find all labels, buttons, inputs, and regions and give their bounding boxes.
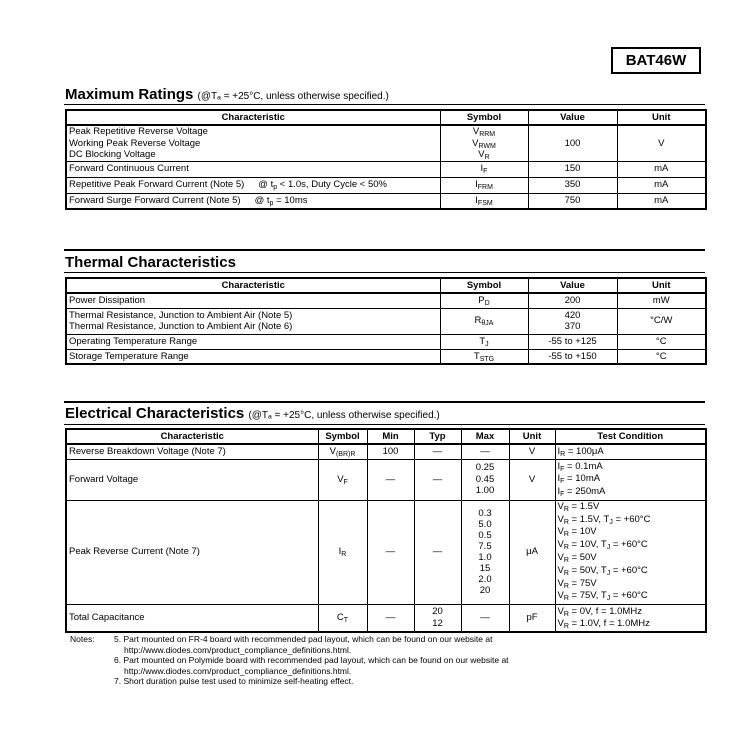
symbol-cell: $T_J$ [440,334,528,349]
subscript: J [606,544,611,552]
table-row [66,308,706,334]
subscript: J [609,518,613,526]
value-cell: 750 [528,193,617,209]
characteristic-cell: Forward Surge Forward Current (Note 5) @ $t_p = 10ms$ [66,193,440,209]
note-link: http://www.diodes.com/product_compliance_definitions.html. [124,644,352,655]
subscript: R [563,505,569,513]
test-condition-cell: $V_R = 0V$, f = 1.0MHz $V_R = 1.0V$, f = 1.0MHz [555,604,706,632]
typ-cell: — [414,459,461,500]
subscript: R [563,611,569,619]
note-item: 6. Part mounted on Polymide board with recommended pad layout, which can be found on our website at [114,655,509,665]
note-item: 7. Short duration pulse test used to minimize self-heating effect. [114,676,354,686]
symbol-cell: $I_F$ [440,161,528,177]
thermal-title [65,254,236,271]
subscript: FSM [477,200,493,207]
table-header-row [66,110,706,125]
note-link: http://www.diodes.com/product_compliance_definitions.html. [124,665,352,676]
column-header: Characteristic [66,429,318,444]
symbol-cell: $P_D$ [440,293,528,308]
column-header: Value [528,278,617,293]
column-header: Max [461,429,509,444]
subscript: p [273,184,278,192]
min-cell: — [367,604,414,632]
table-header-row [66,278,706,293]
unit-cell: V [509,444,555,459]
section-condition: (@Tₐ = +25°C, unless otherwise specified.) [248,410,440,421]
column-header: Symbol [440,278,528,293]
column-header: Unit [617,278,706,293]
unit-cell: mA [617,161,706,177]
subscript: D [484,300,490,307]
column-header: Symbol [318,429,367,444]
subscript: R [341,551,347,559]
table-row [66,604,706,632]
subscript: R [563,595,569,603]
unit-cell: °C [617,334,706,349]
characteristic-cell: Forward Voltage [66,459,318,500]
unit-cell: pF [509,604,555,632]
unit-cell: °C/W [617,308,706,334]
subscript: RWM [478,142,496,150]
subscript: R [563,569,569,577]
subscript: (BR)R [335,451,356,458]
subscript: T [343,617,349,624]
characteristic-cell: Forward Continuous Current [66,161,440,177]
symbol-cell: $I_{FSM}$ [440,193,528,209]
unit-cell: μA [509,500,555,604]
characteristic-cell: Total Capacitance [66,604,318,632]
characteristic-cell: Repetitive Peak Forward Current (Note 5) @ $t_p < 1.0s$, Duty Cycle < 50% [66,177,440,193]
note-item: 5. Part mounted on FR-4 board with recommended pad layout, which can be found on our website at [114,634,493,644]
unit-cell: mA [617,193,706,209]
symbol-cell: $V_{(BR)R}$ [318,444,367,459]
column-header: Symbol [440,110,528,125]
unit-cell: mA [617,177,706,193]
section-rule [64,424,705,425]
column-header: Typ [414,429,461,444]
test-condition-cell: $I_F = 0.1mA$ $I_F = 10mA$ $I_F = 250mA$ [555,459,706,500]
characteristic-cell: Peak Reverse Current (Note 7) [66,500,318,604]
subscript: J [606,569,611,577]
subscript: J [606,595,611,603]
section-rule [64,104,705,105]
column-header: Test Condition [555,429,706,444]
subscript: R [563,557,569,564]
subscript: STG [479,355,495,363]
value-cell: 350 [528,177,617,193]
subscript: p [269,200,274,207]
value-cell: 100 [528,125,617,161]
subscript: F [560,465,565,473]
subscript: F [343,478,348,486]
thermal-table [65,277,707,365]
symbol-cell: $R_{\theta JA}$ [440,308,528,334]
subscript: R [563,544,569,552]
column-header: Characteristic [66,110,440,125]
condition-note: @ $t_p = 10ms$ [254,195,308,207]
characteristic-cell: Storage Temperature Range [66,349,440,364]
subscript: R [484,154,490,161]
condition-note: @ $t_p < 1.0s$, Duty Cycle < 50% [258,179,387,192]
table-row [66,349,706,364]
electrical-table [65,428,707,633]
section-title-text: Maximum Ratings [65,86,194,103]
column-header: Unit [509,429,555,444]
table-row [66,293,706,308]
characteristic-cell: Thermal Resistance, Junction to Ambient Air (Note 5) Thermal Resistance, Junction to Ambient Air (Note 6) [66,308,440,334]
subscript: R [563,582,569,590]
subscript: R [563,531,569,539]
value-cell: 420 370 [528,308,617,334]
part-number-box: BAT46W [611,47,701,74]
subscript: θJA [481,320,494,328]
electrical-title [65,405,440,422]
section-title-text: Thermal Characteristics [65,254,236,271]
characteristic-cell: Power Dissipation [66,293,440,308]
table-row [66,161,706,177]
column-header: Value [528,110,617,125]
subscript: R [560,451,566,458]
symbol-cell: $V_F$ [318,459,367,500]
subscript: F [483,168,488,176]
unit-cell: V [617,125,706,161]
section-condition: (@Tₐ = +25°C, unless otherwise specified.) [197,91,389,102]
value-cell: 150 [528,161,617,177]
max-cell: — [461,444,509,459]
unit-cell: mW [617,293,706,308]
symbol-cell: $I_{FRM}$ [440,177,528,193]
unit-cell: V [509,459,555,500]
max-cell: 0.25 0.45 1.00 [461,459,509,500]
test-condition-cell: $V_R = 1.5V$ $V_R = 1.5V$, $T_J = +60^\circ C$ $V_R = 10V$ $V_R = 10V$, $T_J = +60^\circ C$ $V_R = 50V$ $V_R = 50V$, $T_J = +60^\circ C$ $V_R = 75V$ $V_R = 75V$, $T_J = +60^\circ C$ [555,500,706,604]
subscript: F [560,490,565,498]
subscript: F [560,478,565,486]
min-cell: — [367,459,414,500]
section-rule [64,249,705,251]
value-cell: 200 [528,293,617,308]
min-cell: — [367,500,414,604]
min-cell: 100 [367,444,414,459]
table-row [66,500,706,604]
table-row [66,459,706,500]
column-header: Min [367,429,414,444]
table-row [66,193,706,209]
characteristic-cell: Reverse Breakdown Voltage (Note 7) [66,444,318,459]
typ-cell: 20 12 [414,604,461,632]
notes-label: Notes: [70,634,95,644]
table-header-row [66,429,706,444]
table-row [66,334,706,349]
table-row [66,444,706,459]
value-cell: -55 to +150 [528,349,617,364]
symbol-cell: $C_T$ [318,604,367,632]
test-condition-cell: $I_R = 100\mu A$ [555,444,706,459]
subscript: R [563,622,569,630]
symbol-cell: $I_R$ [318,500,367,604]
column-header: Unit [617,110,706,125]
max-ratings-title [65,86,389,103]
symbol-cell: $V_{RRM}$ $V_{RWM}$ $V_R$ [440,125,528,161]
table-row [66,125,706,161]
max-cell: 0.3 5.0 0.5 7.5 1.0 15 2.0 20 [461,500,509,604]
typ-cell: — [414,500,461,604]
subscript: R [563,518,569,526]
section-title-text: Electrical Characteristics [65,405,245,422]
max-ratings-table [65,109,707,210]
section-rule [64,272,705,273]
section-rule [64,401,705,403]
subscript: FRM [477,184,493,192]
characteristic-cell: Operating Temperature Range [66,334,440,349]
table-row [66,177,706,193]
subscript: RRM [479,131,496,138]
subscript: J [485,340,489,348]
column-header: Characteristic [66,278,440,293]
max-cell: — [461,604,509,632]
notes-body [114,634,534,687]
symbol-cell: $T_{STG}$ [440,349,528,364]
unit-cell: °C [617,349,706,364]
value-cell: -55 to +125 [528,334,617,349]
typ-cell: — [414,444,461,459]
characteristic-cell: Peak Repetitive Reverse Voltage Working Peak Reverse Voltage DC Blocking Voltage [66,125,440,161]
